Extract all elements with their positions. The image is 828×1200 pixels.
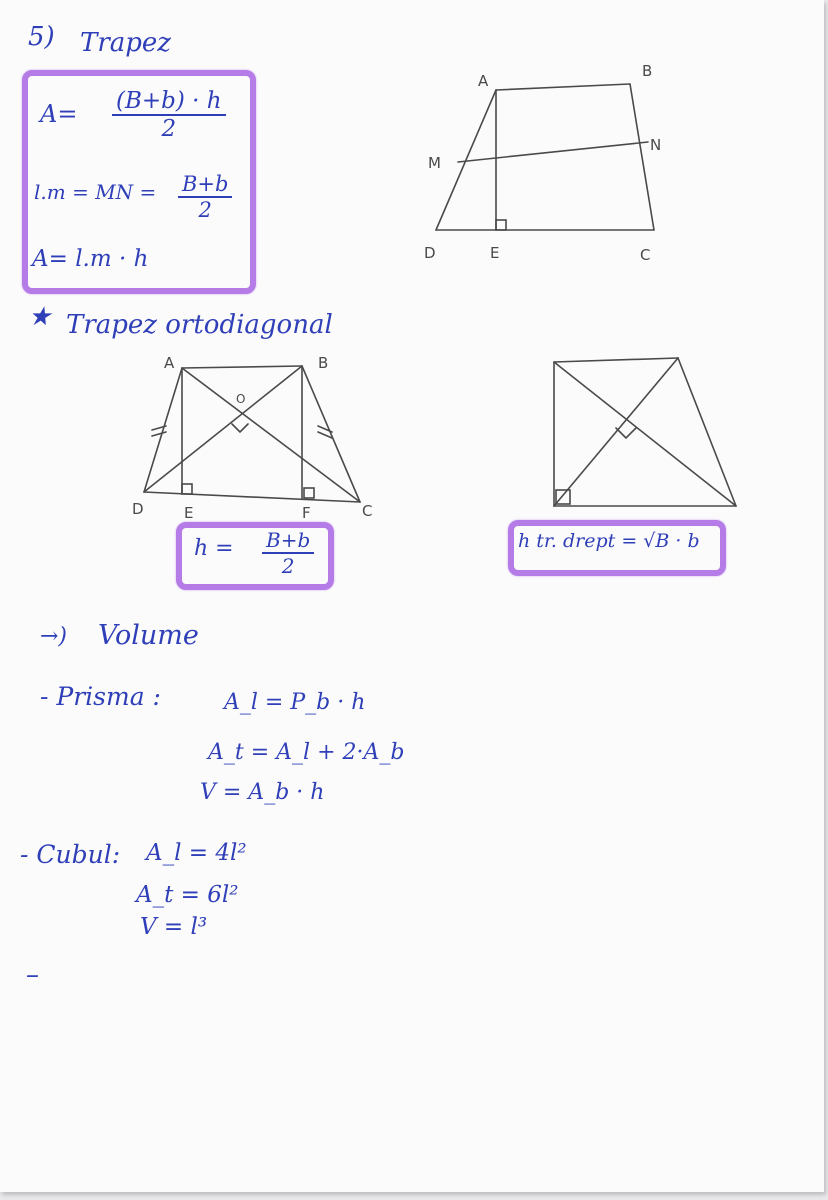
label-E: E — [490, 244, 500, 262]
ortho-label-A: A — [164, 354, 175, 372]
ortho-label-D: D — [132, 500, 144, 518]
area-label: A= — [40, 100, 78, 128]
label-B: B — [642, 62, 653, 80]
area-midline-formula: A= l.m · h — [32, 246, 149, 272]
star-icon: ★ — [28, 302, 52, 332]
cub-volume: V = l³ — [140, 914, 208, 940]
label-C: C — [640, 246, 651, 264]
height-denominator: 2 — [281, 554, 295, 578]
midline-denominator: 2 — [198, 198, 212, 222]
prisma-volume: V = A_b · h — [200, 780, 325, 805]
ortho-label-O: O — [236, 392, 246, 406]
prisma-total-area: A_t = A_l + 2·A_b — [208, 740, 405, 765]
cub-lateral-area: A_l = 4l² — [146, 840, 247, 866]
trapez-figure — [436, 84, 654, 230]
area-denominator: 2 — [161, 116, 177, 142]
section-title: Trapez — [80, 28, 171, 58]
cub-total-area: A_t = 6l² — [136, 882, 239, 908]
prisma-lateral-area: A_l = P_b · h — [224, 690, 366, 715]
arrow-marker: →) — [40, 624, 68, 649]
ortho-label-C: C — [362, 502, 373, 520]
label-A: A — [478, 72, 489, 90]
trailing-dash: – — [26, 960, 39, 990]
volume-title: Volume — [98, 620, 199, 651]
right-trapez-height-formula: h tr. drept = √B · b — [518, 530, 700, 552]
midline-label: l.m = MN = — [34, 180, 157, 204]
height-numerator: B+b — [262, 528, 314, 554]
ortho-title: Trapez ortodiagonal — [66, 310, 333, 340]
section-marker: 5) — [28, 22, 55, 52]
right-trapez-figure — [554, 358, 736, 506]
ortho-label-B: B — [318, 354, 329, 372]
area-numerator: (B+b) · h — [112, 88, 226, 116]
label-M: M — [428, 154, 441, 172]
ortho-trapez-figure — [144, 366, 360, 502]
cub-label: - Cubul: — [20, 840, 121, 869]
height-fraction — [262, 528, 314, 578]
label-N: N — [650, 136, 662, 154]
ortho-label-F: F — [302, 504, 311, 522]
ortho-label-E: E — [184, 504, 194, 522]
prisma-label: - Prisma : — [40, 682, 161, 711]
midline-numerator: B+b — [178, 172, 232, 198]
height-label: h = — [194, 536, 234, 561]
label-D: D — [424, 244, 436, 262]
